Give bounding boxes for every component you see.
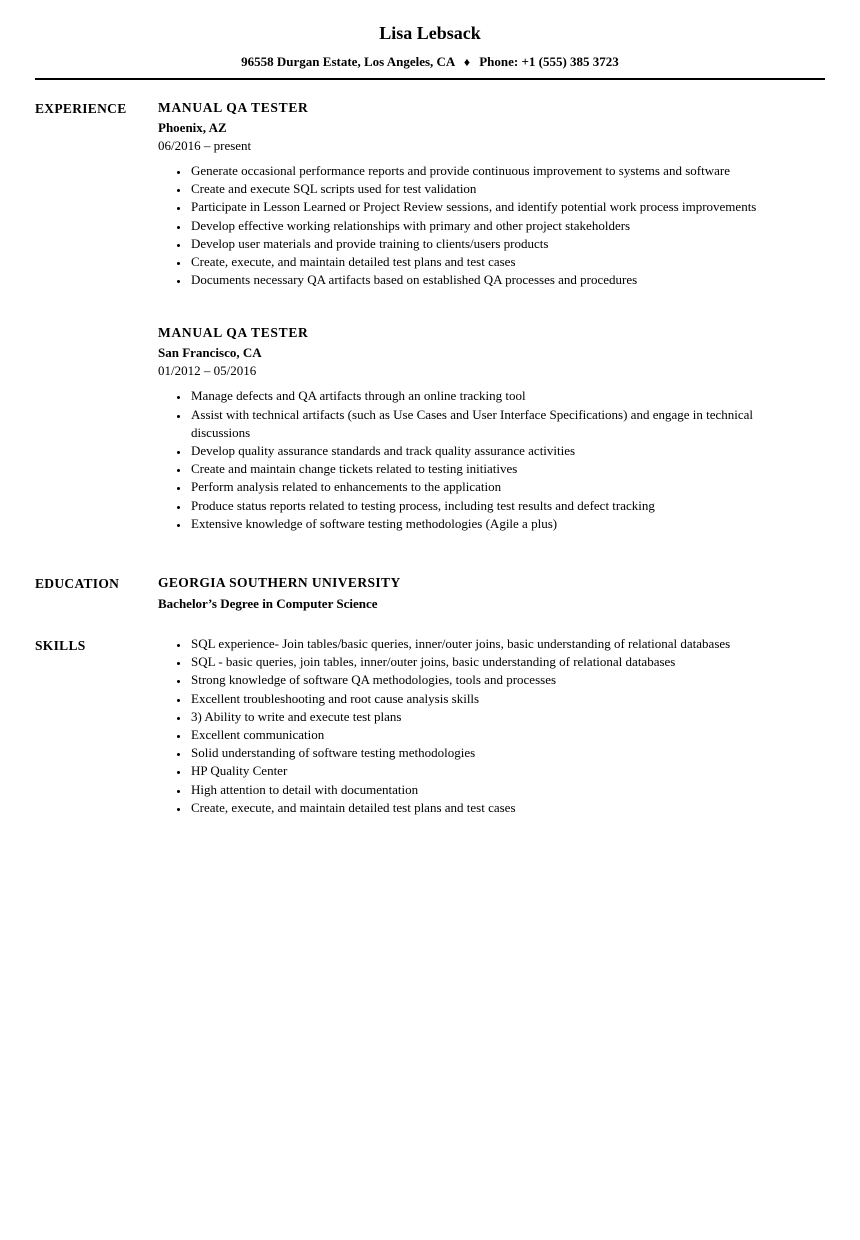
section-label-skills: SKILLS	[35, 638, 86, 654]
list-item: • Develop effective working relationships with primary and other project stakeholders	[189, 217, 810, 235]
list-item: • Produce status reports related to testing process, including test results and defect tracking	[189, 497, 810, 515]
job-location: San Francisco, CA	[158, 345, 262, 361]
list-item: • SQL - basic queries, join tables, inner/outer joins, basic understanding of relational databases	[189, 653, 810, 671]
list-item: • 3) Ability to write and execute test plans	[189, 708, 810, 726]
header-divider	[35, 78, 825, 80]
list-item: • Create, execute, and maintain detailed test plans and test cases	[189, 253, 810, 271]
phone-text: Phone: +1 (555) 385 3723	[479, 54, 619, 69]
list-item: • Create and execute SQL scripts used for test validation	[189, 180, 810, 198]
list-item: • HP Quality Center	[189, 762, 810, 780]
education-content	[158, 573, 825, 613]
list-item: • Create and maintain change tickets related to testing initiatives	[189, 460, 810, 478]
page-title: Lisa Lebsack	[379, 23, 481, 43]
section-label-education: EDUCATION	[35, 576, 120, 592]
school-name: GEORGIA SOUTHERN UNIVERSITY	[158, 575, 401, 591]
section-skills	[35, 635, 825, 817]
list-item: • Excellent communication	[189, 726, 810, 744]
resume-header	[35, 22, 825, 80]
list-item: • Create, execute, and maintain detailed test plans and test cases	[189, 799, 810, 817]
section-label-experience: EXPERIENCE	[35, 101, 127, 116]
address-text: 96558 Durgan Estate, Los Angeles, CA	[241, 54, 455, 69]
list-item: • Generate occasional performance reports and provide continuous improvement to systems and software	[189, 162, 810, 180]
list-item: • Solid understanding of software testing methodologies	[189, 744, 810, 762]
job-location: Phoenix, AZ	[158, 120, 227, 135]
list-item: • Participate in Lesson Learned or Project Review sessions, and identify potential work process improvements	[189, 198, 810, 216]
bullet-list	[158, 387, 810, 533]
job-entry	[158, 98, 825, 289]
list-item: • Assist with technical artifacts (such as Use Cases and User Interface Specifications) and engage in technical discussions	[189, 406, 810, 442]
list-item: • High attention to detail with documentation	[189, 781, 810, 799]
bullet-list	[158, 162, 810, 289]
section-education	[35, 573, 825, 613]
list-item: • SQL experience- Join tables/basic queries, inner/outer joins, basic understanding of relational databases	[189, 635, 810, 653]
list-item: • Manage defects and QA artifacts through an online tracking tool	[189, 387, 810, 405]
job-title: MANUAL QA TESTER	[158, 325, 309, 341]
degree-name: Bachelor’s Degree in Computer Science	[158, 596, 378, 612]
list-item: • Strong knowledge of software QA methodologies, tools and processes	[189, 671, 810, 689]
list-item: • Excellent troubleshooting and root cause analysis skills	[189, 690, 810, 708]
diamond-icon: ♦	[463, 55, 470, 69]
list-item: • Extensive knowledge of software testing methodologies (Agile a plus)	[189, 515, 810, 533]
experience-content	[158, 98, 825, 533]
contact-line	[35, 54, 825, 70]
section-experience	[35, 98, 825, 533]
job-title: MANUAL QA TESTER	[158, 100, 309, 115]
list-item: • Documents necessary QA artifacts based on established QA processes and procedures	[189, 271, 810, 289]
skills-list	[158, 635, 810, 817]
list-item: • Develop quality assurance standards and track quality assurance activities	[189, 442, 810, 460]
list-item: • Develop user materials and provide training to clients/users products	[189, 235, 810, 253]
job-entry	[158, 323, 825, 533]
job-dates: 01/2012 – 05/2016	[158, 363, 257, 379]
list-item: • Perform analysis related to enhancements to the application	[189, 478, 810, 496]
skills-content	[158, 635, 825, 817]
job-dates: 06/2016 – present	[158, 138, 252, 153]
